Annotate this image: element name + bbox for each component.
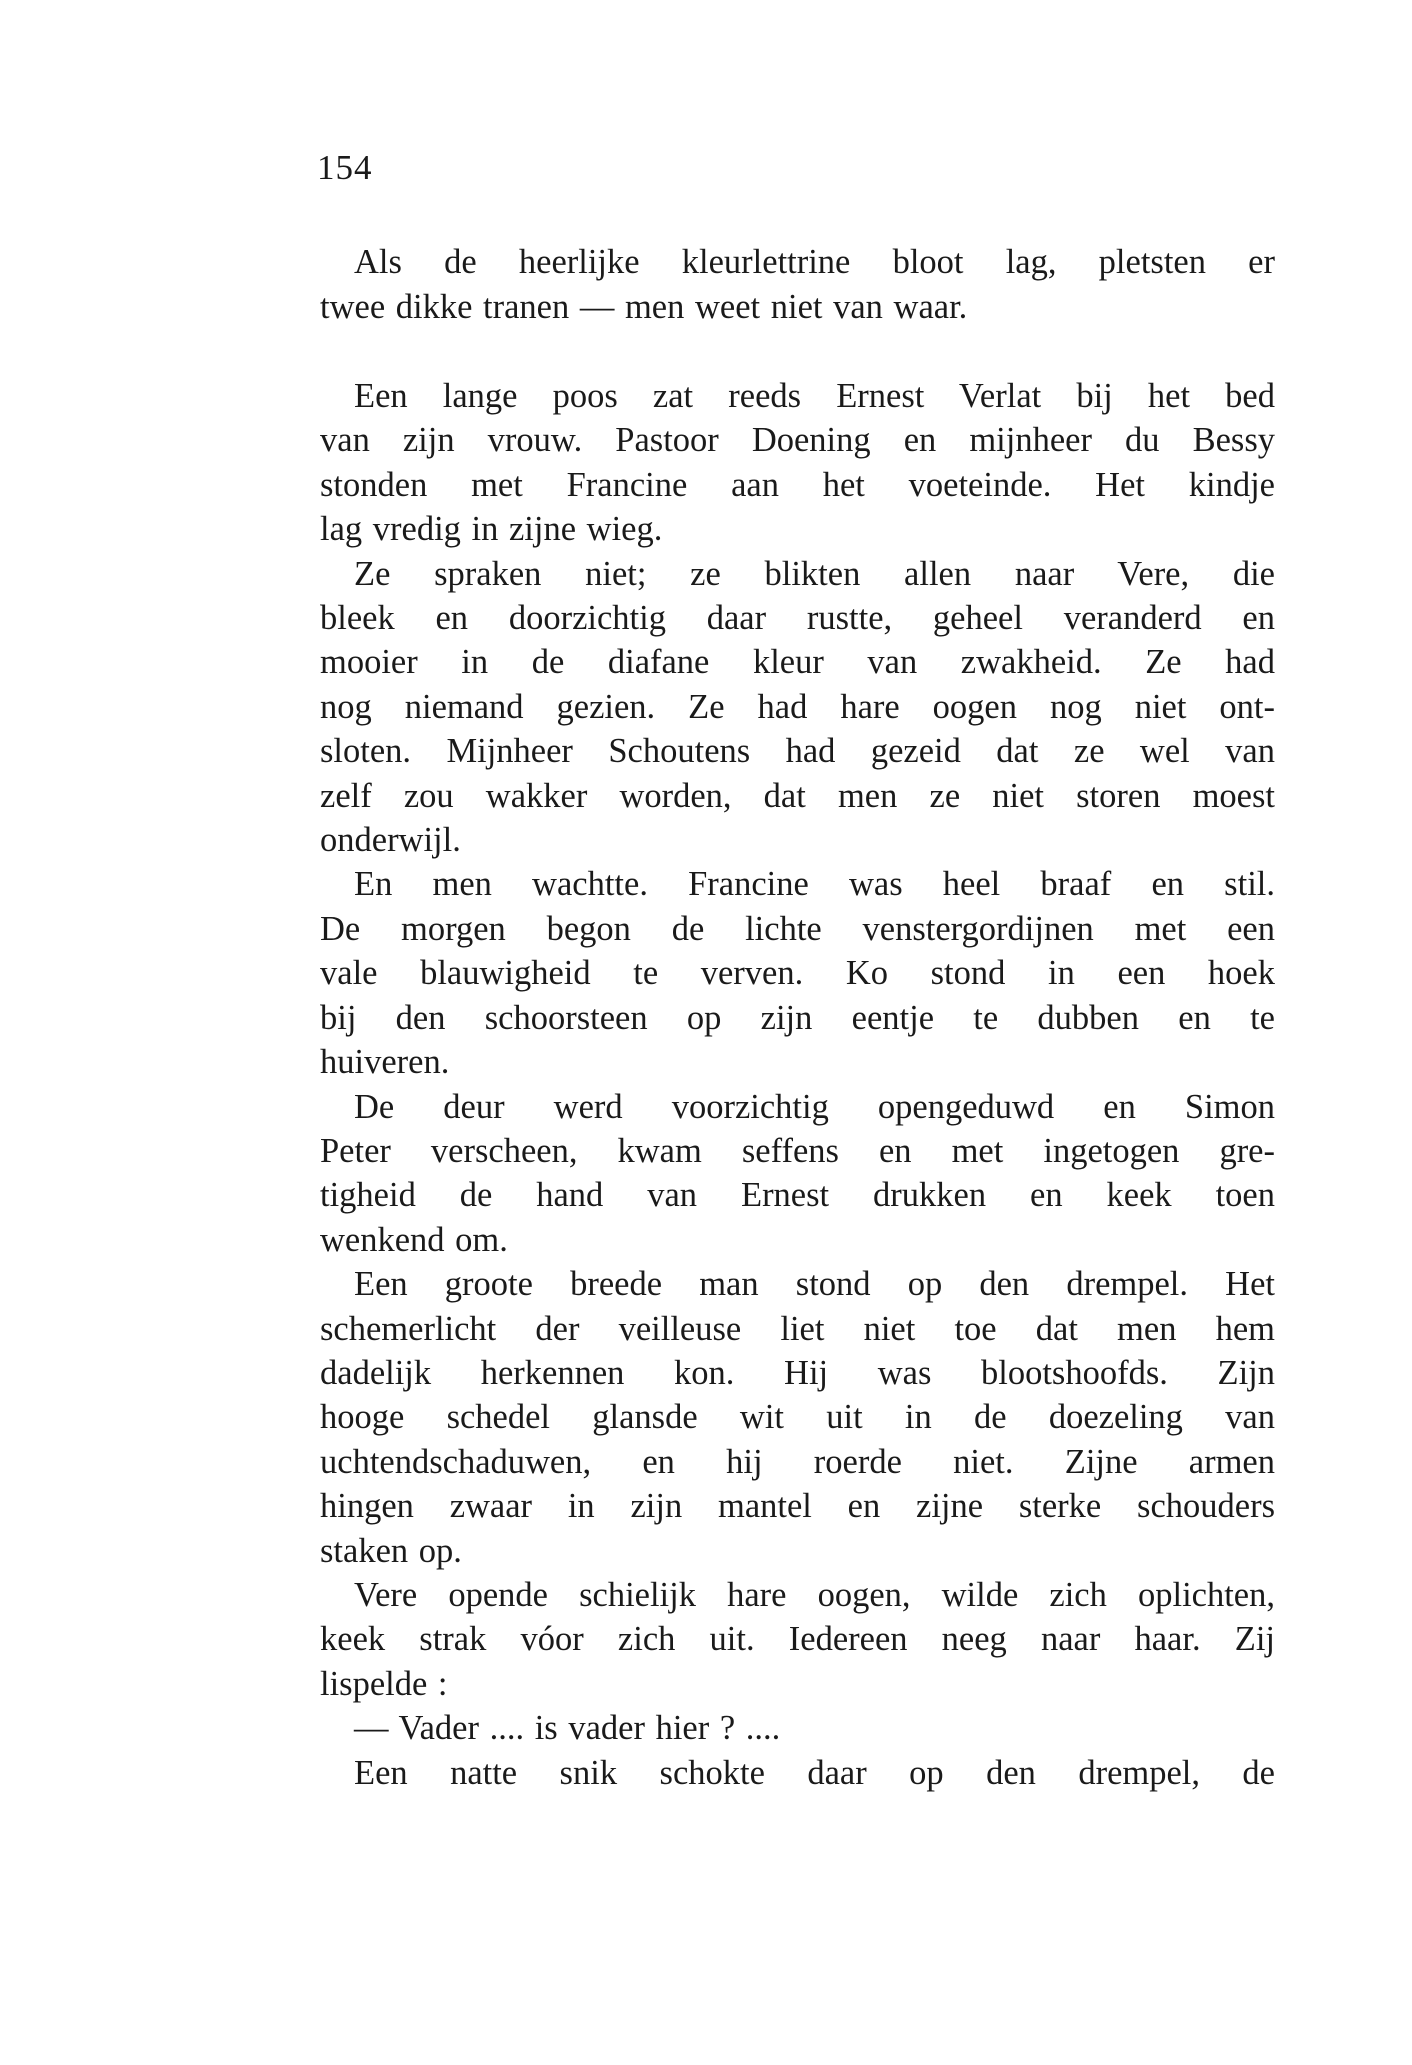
text-line: De deur werd voorzichtig opengeduwd en Simon (354, 1087, 1275, 1126)
text-line: wenkend om. (320, 1220, 508, 1259)
text-line: bij den schoorsteen op zijn eentje te dubben en te (320, 998, 1275, 1037)
text-line: Peter verscheen, kwam seffens en met ingetogen gre- (320, 1131, 1275, 1170)
text-line: Een lange poos zat reeds Ernest Verlat bij het bed (354, 377, 1275, 415)
text-line: De morgen begon de lichte venstergordijnen met een (320, 909, 1275, 948)
text-line: twee dikke tranen — men weet niet van waar. (320, 288, 968, 326)
text-line: van zijn vrouw. Pastoor Doening en mijnheer du Bessy (320, 421, 1275, 460)
text-line: zelf zou wakker worden, dat men ze niet storen moest (320, 776, 1275, 815)
text-line: Een groote breede man stond op den drempel. Het (354, 1265, 1275, 1304)
text-line: hingen zwaar in zijn mantel en zijne sterke schouders (320, 1487, 1275, 1526)
opening-paragraph (320, 240, 1275, 330)
text-line: staken op. (320, 1531, 462, 1570)
body-text (320, 374, 1275, 1795)
text-line: Een natte snik schokte daar op den drempel, de (354, 1753, 1275, 1792)
text-line: Vere opende schielijk hare oogen, wilde zich oplichten, (354, 1575, 1275, 1614)
text-line: vale blauwigheid te verven. Ko stond in een hoek (320, 954, 1275, 993)
page-number: 154 (317, 148, 373, 187)
text-line: lag vredig in zijne wieg. (320, 510, 663, 549)
text-line: — Vader .... is vader hier ? .... (354, 1709, 781, 1748)
text-line: bleek en doorzichtig daar rustte, geheel veranderd en (320, 599, 1275, 638)
text-line: keek strak vóor zich uit. Iedereen neeg naar haar. Zij (320, 1620, 1275, 1659)
text-line: dadelijk herkennen kon. Hij was blootshoofds. Zijn (320, 1353, 1275, 1392)
text-line: stonden met Francine aan het voeteinde. Het kindje (320, 465, 1275, 504)
text-line: nog niemand gezien. Ze had hare oogen nog niet ont- (320, 687, 1275, 726)
text-line: Ze spraken niet; ze blikten allen naar Vere, die (354, 554, 1275, 593)
text-line: Als de heerlijke kleurlettrine bloot lag, pletsten er (354, 243, 1275, 281)
text-line: uchtendschaduwen, en hij roerde niet. Zijne armen (320, 1442, 1275, 1481)
text-line: hooge schedel glansde wit uit in de doezeling van (320, 1398, 1275, 1437)
text-line: sloten. Mijnheer Schoutens had gezeid dat ze wel van (320, 732, 1275, 771)
text-line: schemerlicht der veilleuse liet niet toe dat men hem (320, 1309, 1275, 1348)
text-line: onderwijl. (320, 821, 461, 860)
text-line: tigheid de hand van Ernest drukken en keek toen (320, 1176, 1275, 1215)
text-line: lispelde : (320, 1664, 448, 1703)
text-line: huiveren. (320, 1043, 450, 1082)
text-line: En men wachtte. Francine was heel braaf en stil. (354, 865, 1275, 904)
text-line: mooier in de diafane kleur van zwakheid. Ze had (320, 643, 1275, 682)
